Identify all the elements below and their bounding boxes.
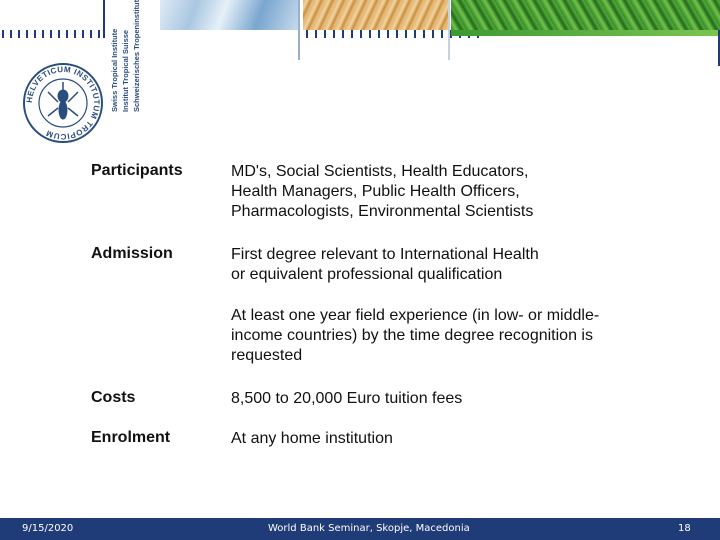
header-tick xyxy=(432,30,434,38)
header-grain-image xyxy=(303,0,448,30)
header-tick xyxy=(42,30,44,38)
header-tick xyxy=(26,30,28,38)
header-leaf-image xyxy=(451,0,720,30)
institute-name-vertical xyxy=(110,2,154,112)
header-tick xyxy=(82,30,84,38)
header-tick xyxy=(333,30,335,38)
logo-ring-text: HELVETICUM INSTITUTUM TROPICUM xyxy=(24,64,102,142)
institute-name-fr: Institut Tropical Suisse xyxy=(121,29,130,112)
header-tick xyxy=(306,30,308,38)
institute-name-de: Schweizerisches Tropeninstitut xyxy=(132,0,141,112)
header-tick xyxy=(441,30,443,38)
header-tick xyxy=(378,30,380,38)
header-tick xyxy=(351,30,353,38)
header-divider-2 xyxy=(298,0,300,60)
header-tick xyxy=(387,30,389,38)
row-value xyxy=(231,429,681,449)
header-tick xyxy=(74,30,76,38)
header-tick xyxy=(66,30,68,38)
row-label: Costs xyxy=(91,389,136,406)
row-line: Health Managers, Public Health Officers, xyxy=(231,183,520,200)
header-tick xyxy=(369,30,371,38)
header-leaf-image-base xyxy=(451,30,720,36)
header-tick xyxy=(396,30,398,38)
row-line: Pharmacologists, Environmental Scientists xyxy=(231,203,534,220)
row-line: income countries) by the time degree recognition is xyxy=(231,327,593,344)
header-tick xyxy=(90,30,92,38)
header-tick xyxy=(414,30,416,38)
header-tick xyxy=(98,30,100,38)
footer-title: World Bank Seminar, Skopje, Macedonia xyxy=(268,523,470,534)
header-tick xyxy=(360,30,362,38)
institute-seal-logo xyxy=(22,62,104,144)
row-label: Admission xyxy=(91,245,173,262)
header-tick xyxy=(2,30,4,38)
header-tick xyxy=(342,30,344,38)
row-label: Enrolment xyxy=(91,429,171,446)
row-value xyxy=(231,245,681,285)
header-tick xyxy=(405,30,407,38)
header-tick xyxy=(34,30,36,38)
institute-name-en: Swiss Tropical Institute xyxy=(110,28,119,112)
header-tick xyxy=(50,30,52,38)
header-tick xyxy=(58,30,60,38)
row-line: requested xyxy=(231,347,303,364)
mosquito-icon xyxy=(48,82,78,119)
header-divider xyxy=(103,0,105,38)
header-tick xyxy=(423,30,425,38)
row-line: MD's, Social Scientists, Health Educators, xyxy=(231,163,529,180)
row-value xyxy=(231,389,681,409)
row-line: or equivalent professional qualification xyxy=(231,266,503,283)
row-label: Participants xyxy=(91,162,183,179)
footer-page-number: 18 xyxy=(678,523,691,534)
row-line: 8,500 to 20,000 Euro tuition fees xyxy=(231,390,463,407)
header-water-image xyxy=(160,0,300,30)
row-line: At any home institution xyxy=(231,430,393,447)
header-tick xyxy=(10,30,12,38)
header-divider-3 xyxy=(448,0,450,60)
header-tick xyxy=(324,30,326,38)
row-line: At least one year field experience (in low- or middle- xyxy=(231,307,600,324)
row-line: First degree relevant to International Health xyxy=(231,246,539,263)
row-value xyxy=(231,306,681,366)
header-tick xyxy=(18,30,20,38)
row-value xyxy=(231,162,681,222)
header-tick xyxy=(315,30,317,38)
slide-footer xyxy=(0,518,720,540)
footer-date: 9/15/2020 xyxy=(22,523,74,534)
